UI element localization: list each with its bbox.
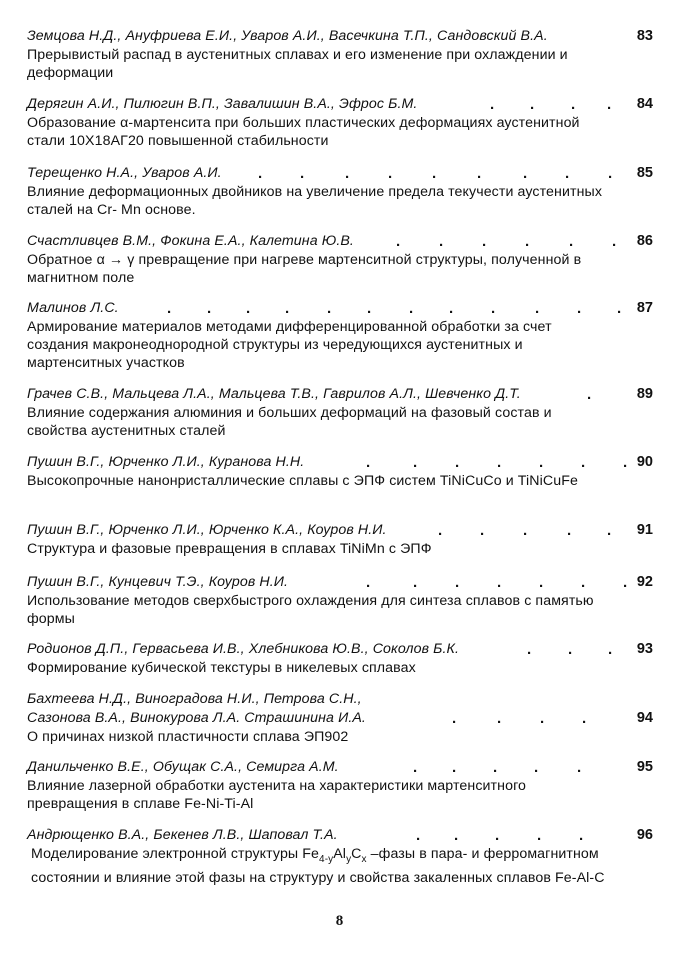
toc-entry-89 bbox=[27, 385, 653, 440]
dot-leader: . . . . . . . bbox=[366, 574, 628, 591]
toc-entry-85 bbox=[27, 164, 653, 219]
entry-authors: Бахтеева Н.Д., Виноградова Н.И., Петрова С.Н., bbox=[27, 691, 362, 707]
toc-entry-94 bbox=[27, 690, 653, 746]
entry-page-number: 91 bbox=[636, 522, 653, 538]
entry-authors: Пушин В.Г., Юрченко Л.И., Юрченко К.А., Коуров Н.И. bbox=[27, 522, 387, 538]
dot-leader: . . . . . bbox=[413, 759, 582, 776]
entry-authors: Дерягин А.И., Пилюгин В.П., Завалишин В.А., Эфрос Б.М. bbox=[27, 96, 418, 112]
entry-authors: Грачев С.В., Мальцева Л.А., Мальцева Т.В., Гаврилов А.Л., Шевченко Д.Т. bbox=[27, 386, 521, 402]
toc-entry-93 bbox=[27, 640, 653, 677]
entry-title-line: Формирование кубической текстуры в никелевых сплавах bbox=[27, 660, 416, 676]
entry-page-number: 86 bbox=[636, 233, 653, 249]
entry-page-number: 95 bbox=[636, 759, 653, 775]
entry-page-number: 90 bbox=[636, 454, 653, 470]
entry-page-number: 96 bbox=[636, 827, 653, 843]
entry-title-line: состоянии и влияние этой фазы на структуру и свойства закаленных сплавов Fe-Al-C bbox=[31, 869, 605, 886]
entry-title-line: Высокопрочные нанонристаллические сплавы с ЭПФ систем TiNiCuCo и TiNiCuFe bbox=[27, 473, 578, 489]
dot-leader: . . . . . . bbox=[396, 233, 617, 250]
entry-authors: Земцова Н.Д., Ануфриева Е.И., Уваров А.И., Васечкина Т.П., Сандовский В.А. bbox=[27, 28, 548, 44]
entry-title-line: Обратное α → γ превращение при нагреве мартенситной структуры, полученной в bbox=[27, 252, 582, 268]
toc-entry-96 bbox=[27, 826, 653, 887]
toc-entry-83 bbox=[27, 27, 653, 82]
entry-page-number: 87 bbox=[636, 300, 653, 316]
entry-title-line: стали 10Х18АГ20 повышенной стабильности bbox=[27, 133, 329, 149]
entry-title-line: Прерывистый распад в аустенитных сплавах и его изменение при охлаждении и bbox=[27, 47, 568, 63]
entry-page-number: 84 bbox=[636, 96, 653, 112]
entry-authors: Терещенко Н.А., Уваров А.И. bbox=[27, 165, 222, 181]
toc-entry-87 bbox=[27, 299, 653, 372]
entry-page-number: 93 bbox=[636, 641, 653, 657]
toc-entry-90 bbox=[27, 453, 653, 490]
entry-title-line: формы bbox=[27, 611, 75, 627]
dot-leader: . . . . . . . . . bbox=[258, 165, 613, 182]
entry-page-number: 89 bbox=[636, 386, 653, 402]
entry-title-line: Образование α-мартенсита при больших пластических деформациях аустенитной bbox=[27, 115, 580, 131]
entry-page-number: 92 bbox=[636, 574, 653, 590]
dot-leader: . . . . . . . . . . . . bbox=[167, 300, 622, 317]
entry-title-line: Моделирование электронной структуры $Fe_{4-y}Al_yC_x$ –фазы в пара- и ферромагнитном bbox=[31, 846, 599, 865]
toc-entry-91 bbox=[27, 521, 653, 558]
entry-title-line: магнитном поле bbox=[27, 270, 135, 286]
entry-title-line: Влияние лазерной обработки аустенита на характеристики мартенситного bbox=[27, 778, 527, 794]
entry-authors: Данильченко В.Е., Обущак С.А., Семирга А.М. bbox=[27, 759, 339, 775]
entry-authors: Андрющенко В.А., Бекенев Л.В., Шаповал Т.А. bbox=[27, 827, 338, 843]
entry-title-line: свойства аустенитных сталей bbox=[27, 423, 226, 439]
toc-entry-86 bbox=[27, 232, 653, 287]
toc-entry-84 bbox=[27, 95, 653, 150]
entry-page-number: 85 bbox=[636, 165, 653, 181]
entry-authors: Родионов Д.П., Гервасьева И.В., Хлебникова Ю.В., Соколов Б.К. bbox=[27, 641, 460, 657]
entry-title-line: Использование методов сверхбыстрого охлаждения для синтеза сплавов с памятью bbox=[27, 593, 594, 609]
entry-authors: Счастливцев В.М., Фокина Е.А., Калетина Ю.В. bbox=[27, 233, 354, 249]
dot-leader: . . . . bbox=[490, 96, 612, 113]
entry-authors: Пушин В.Г., Кунцевич Т.Э., Коуров Н.И. bbox=[27, 574, 289, 590]
entry-title-line: мартенситных участков bbox=[27, 355, 185, 371]
entry-title-line: О причинах низкой пластичности сплава ЭП902 bbox=[27, 729, 349, 745]
dot-leader: . . . . . bbox=[416, 827, 584, 844]
entry-title-line: создания макронеоднородной структуры из чередующихся аустенитных и bbox=[27, 337, 523, 353]
entry-page-number: 83 bbox=[636, 28, 653, 44]
entry-title-line: сталей на Cr- Mn основе. bbox=[27, 202, 196, 218]
page-number: 8 bbox=[335, 913, 344, 929]
entry-title-line: Армирование материалов методами дифференцированной обработки за счет bbox=[27, 319, 552, 335]
dot-leader: . . . . . bbox=[438, 522, 612, 539]
entry-authors: Сазонова В.А., Винокурова Л.А. Страшинина И.А. bbox=[27, 710, 366, 726]
entry-title-line: превращения в сплаве Fe-Ni-Ti-Al bbox=[27, 796, 254, 812]
toc-entry-95 bbox=[27, 758, 653, 813]
entry-title-line: деформации bbox=[27, 65, 114, 81]
entry-title-line: Влияние содержания алюминия и больших деформаций на фазовый состав и bbox=[27, 405, 552, 421]
entry-authors: Малинов Л.С. bbox=[27, 300, 119, 316]
dot-leader: . . . . . . . bbox=[366, 454, 628, 471]
entry-authors: Пушин В.Г., Юрченко Л.И., Куранова Н.Н. bbox=[27, 454, 305, 470]
entry-title-line: Влияние деформационных двойников на увеличение предела текучести аустенитных bbox=[27, 184, 603, 200]
dot-leader: . bbox=[587, 386, 592, 403]
dot-leader: . . . . bbox=[452, 710, 587, 727]
entry-title-line: Структура и фазовые превращения в сплавах TiNiMn с ЭПФ bbox=[27, 541, 432, 557]
dot-leader: . . . bbox=[527, 641, 613, 658]
entry-page-number: 94 bbox=[636, 710, 653, 726]
toc-entry-92 bbox=[27, 573, 653, 628]
